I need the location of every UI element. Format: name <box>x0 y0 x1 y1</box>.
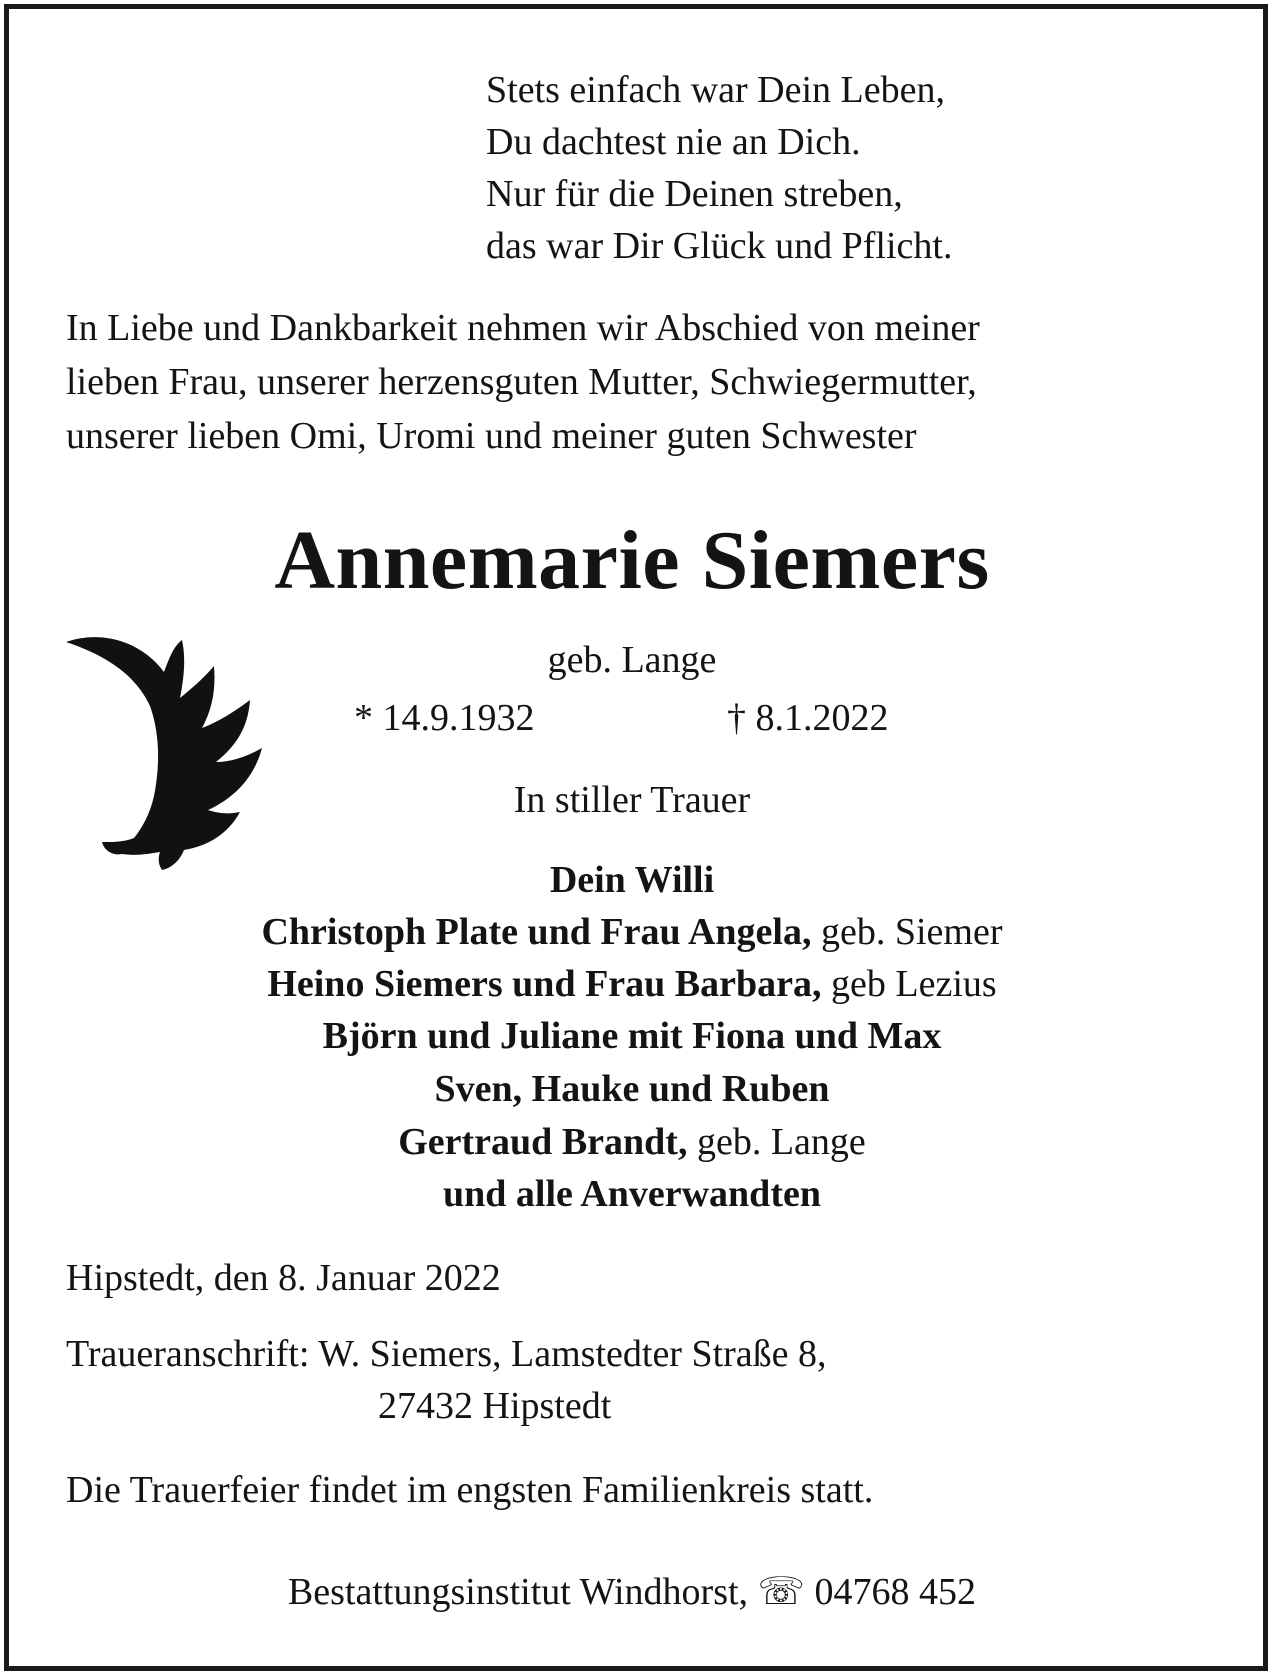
mourner-line <box>0 958 1264 1010</box>
address-line-1: Traueranschrift: W. Siemers, Lamstedter Straße 8, <box>66 1333 827 1375</box>
intro-line: unserer lieben Omi, Uromi und meiner guten Schwester <box>66 415 917 457</box>
mourner-name: Dein Willi <box>549 859 715 901</box>
mourner-line <box>0 1168 1264 1220</box>
mourner-name: Sven, Hauke und Ruben <box>434 1068 830 1110</box>
poem-line: Nur für die Deinen streben, <box>486 173 903 215</box>
mourner-line <box>0 1010 1264 1062</box>
mourner-line <box>0 906 1264 958</box>
mourner-name: Heino Siemers und Frau Barbara, <box>267 963 822 1005</box>
maiden-name: geb. Lange <box>547 639 717 681</box>
deceased-name: Annemarie Siemers <box>274 514 990 607</box>
mourner-line <box>0 1063 1264 1115</box>
mourner-line <box>0 854 1264 906</box>
funeral-home: Bestattungsinstitut Windhorst, ☏ 04768 452 <box>287 1571 977 1613</box>
intro-line: lieben Frau, unserer herzensguten Mutter, Schwiegermutter, <box>66 361 977 403</box>
mourner-name: und alle Anverwandten <box>443 1173 821 1215</box>
intro-line: In Liebe und Dankbarkeit nehmen wir Abschied von meiner <box>66 307 980 349</box>
poem-line: Du dachtest nie an Dich. <box>486 121 861 163</box>
poem-line: Stets einfach war Dein Leben, <box>486 69 945 111</box>
mourner-name: Gertraud Brandt, <box>398 1121 688 1163</box>
poem-line: das war Dir Glück und Pflicht. <box>486 225 953 267</box>
mourner-note: geb. Siemer <box>811 911 1003 953</box>
address-line-2: 27432 Hipstedt <box>378 1385 612 1427</box>
mourner-note: geb Lezius <box>821 963 997 1005</box>
mourner-line <box>0 1116 1264 1168</box>
mourner-note: geb. Lange <box>687 1121 866 1163</box>
ceremony-note: Die Trauerfeier findet im engsten Familienkreis statt. <box>66 1469 874 1511</box>
mourner-name: Björn und Juliane mit Fiona und Max <box>322 1015 942 1057</box>
death-date: † 8.1.2022 <box>727 697 889 739</box>
place-date: Hipstedt, den 8. Januar 2022 <box>66 1257 501 1299</box>
mourner-name: Christoph Plate und Frau Angela, <box>261 911 812 953</box>
mourning-phrase: In stiller Trauer <box>513 779 751 821</box>
birth-date: * 14.9.1932 <box>354 697 535 739</box>
